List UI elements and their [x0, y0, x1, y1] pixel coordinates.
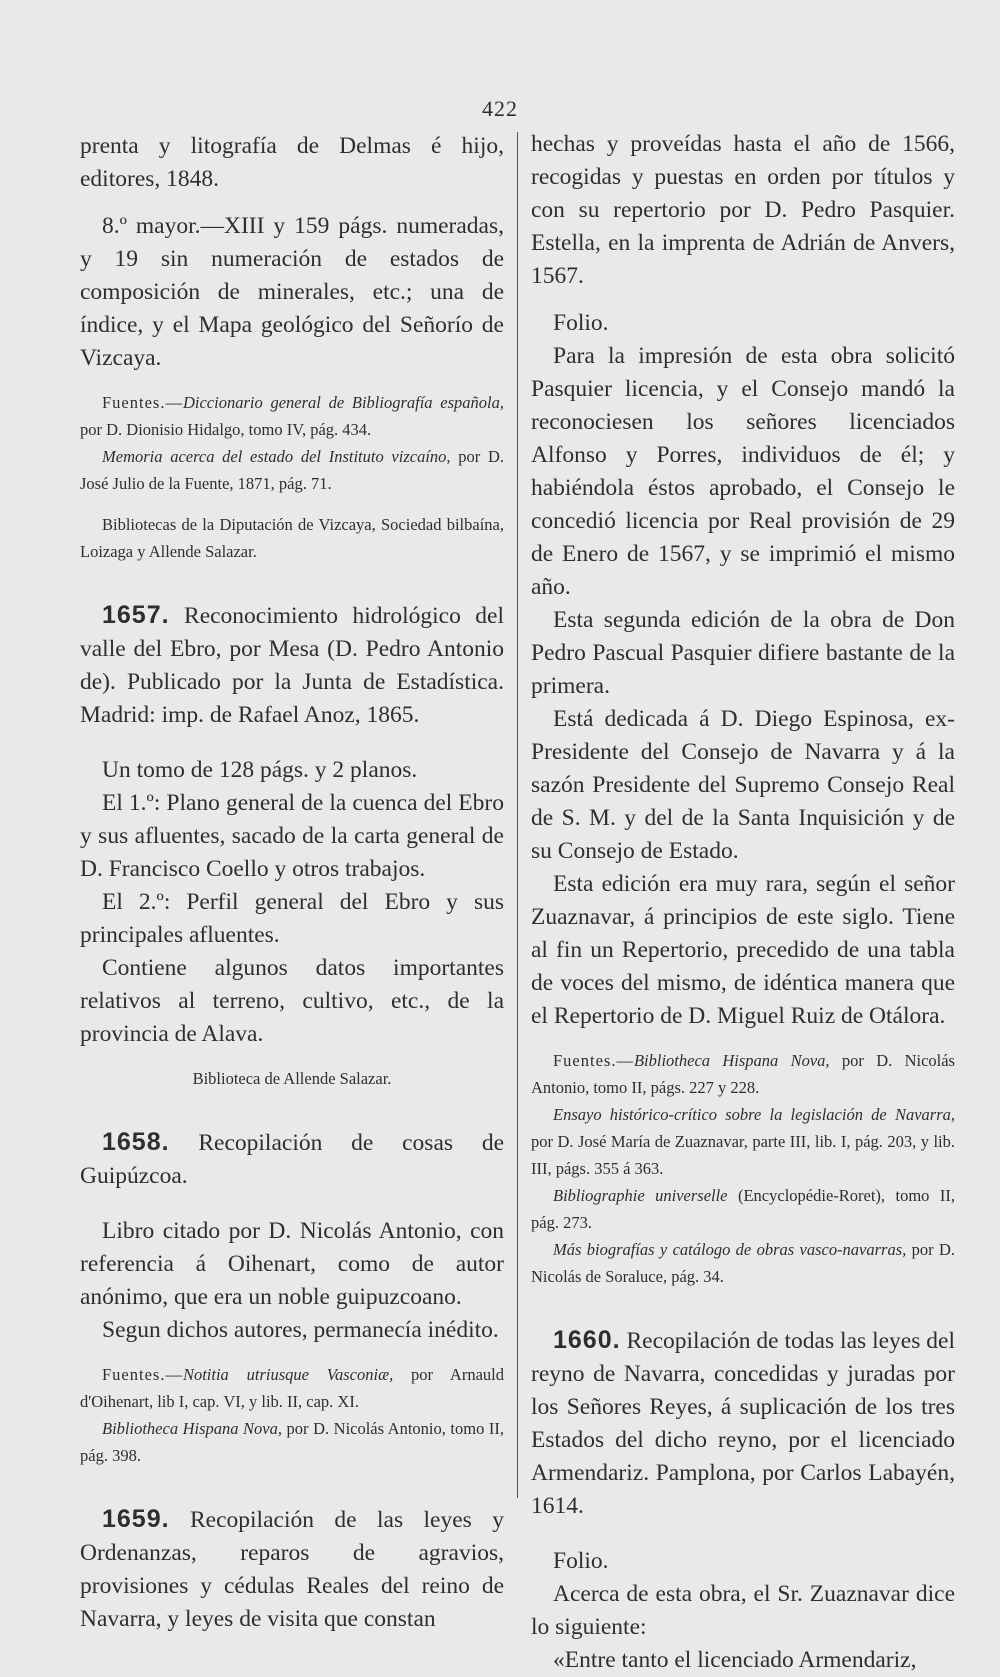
paragraph: «Entre tanto el licenciado Armendariz, — [553, 1647, 917, 1673]
source-title: Bibliographie universelle — [553, 1186, 728, 1205]
paragraph: Está dedicada á D. Diego Espinosa, ex-Presidente del Consejo de Navarra y á la sazón Presidente del Supremo Consejo Real de S. M. y del de la Santa Inquisición y de su Consejo de Estado. — [531, 706, 955, 864]
sources-note — [80, 1361, 504, 1415]
source-title: Notitia utriusque Vasconiæ, — [182, 1365, 394, 1384]
paragraph: Un tomo de 128 págs. y 2 planos. — [102, 757, 418, 783]
source-title: Memoria acerca del estado del Instituto vizcaíno, — [102, 447, 451, 466]
entry-number: 1658. — [102, 1128, 170, 1156]
paragraph: Acerca de esta obra, el Sr. Zuaznavar dice lo siguiente: — [531, 1581, 955, 1640]
source-title: Ensayo histórico-crítico sobre la legislación de Navarra, — [553, 1105, 955, 1124]
sources-note — [531, 1101, 955, 1182]
entry-title: Recopilación de todas las leyes del reyno de Navarra, concedidas y juradas por los Señores Reyes, á suplicación de los tres Estados del dicho reyno, por el licenciado Armendariz. Pamplona, por Carlos Labayén, 1614. — [531, 1328, 955, 1519]
paragraph: El 2.º: Perfil general del Ebro y sus principales afluentes. — [80, 889, 504, 948]
entry-number: 1657. — [102, 601, 170, 629]
source-detail: por Arnauld d'Oihenart, lib I, cap. VI, y lib. II, cap. XI. — [80, 1365, 505, 1411]
source-detail: por D. Nicolás Antonio, tomo II, pág. 398. — [80, 1419, 504, 1465]
sources-label: Fuentes.— — [102, 1365, 183, 1384]
page-number: 422 — [482, 96, 518, 121]
sources-label: Fuentes.— — [102, 393, 183, 412]
paragraph: 8.º mayor.—XIII y 159 págs. numeradas, y 19 sin numeración de estados de composición de minerales, etc.; una de índice, y el Mapa geológico del Señorío de Vizcaya. — [80, 213, 504, 371]
source-detail: por D. Dionisio Hidalgo, tomo IV, pág. 434. — [80, 420, 372, 439]
paragraph: Libro citado por D. Nicolás Antonio, con referencia á Oihenart, como de autor anónimo, que era un noble guipuzcoano. — [80, 1218, 504, 1310]
paragraph: prenta y litografía de Delmas é hijo, editores, 1848. — [80, 133, 504, 192]
entry-title: Reconocimiento hidrológico del valle del Ebro, por Mesa (D. Pedro Antonio de). Publicado por la Junta de Estadística. Madrid: imp. de Rafael Anoz, 1865. — [80, 603, 504, 728]
paragraph: Esta segunda edición de la obra de Don Pedro Pascual Pasquier difiere bastante de la primera. — [531, 607, 955, 699]
paragraph: hechas y proveídas hasta el año de 1566, recogidas y puestas en orden por títulos y con su repertorio por D. Pedro Pasquier. Estella, en la imprenta de Adrián de Anvers, 1567. — [531, 131, 955, 289]
sources-note — [531, 1236, 955, 1290]
sources-note — [531, 1182, 955, 1236]
sources-note — [80, 443, 504, 497]
entry-number: 1659. — [102, 1505, 170, 1533]
paragraph: Folio. — [553, 1548, 609, 1574]
paragraph: Segun dichos autores, permanecía inédito. — [102, 1317, 499, 1343]
source-detail: por D. José María de Zuaznavar, parte III, lib. I, pág. 203, y lib. III, págs. 355 á 363. — [531, 1132, 955, 1178]
entry-1659 — [80, 1503, 504, 1636]
right-column — [531, 128, 955, 1677]
entry-1660 — [531, 1324, 955, 1523]
library-note: Bibliotecas de la Diputación de Vizcaya, Sociedad bilbaína, Loizaga y Allende Salazar. — [80, 515, 504, 561]
sources-label: Fuentes.— — [553, 1051, 634, 1070]
entry-title: Recopilación de las leyes y Ordenanzas, reparos de agravios, provisiones y cédulas Reales del reino de Navarra, y leyes de visita que constan — [80, 1507, 504, 1632]
source-detail: por D. José Julio de la Fuente, 1871, pág. 71. — [80, 447, 504, 493]
source-detail: (Encyclopédie-Roret), tomo II, pág. 273. — [531, 1186, 955, 1232]
entry-1658 — [80, 1126, 504, 1193]
paragraph: Contiene algunos datos importantes relativos al terreno, cultivo, etc., de la provincia de Alava. — [80, 955, 504, 1047]
column-divider — [517, 132, 518, 1498]
left-column — [80, 130, 504, 1636]
sources-note — [80, 389, 504, 443]
source-title: Bibliotheca Hispana Nova, — [102, 1419, 283, 1438]
source-title: Más biografías y catálogo de obras vasco-navarras, — [553, 1240, 907, 1259]
sources-note — [531, 1047, 955, 1101]
paragraph: Para la impresión de esta obra solicitó Pasquier licencia, y el Consejo mandó la reconociesen los señores licenciados Alfonso y Porres, individuos de él; y habiéndola éstos aprobado, el Consejo le concedió licencia por Real provisión de 29 de Enero de 1567, y se imprimió el mismo año. — [531, 343, 955, 600]
source-title: Diccionario general de Bibliografía española, — [182, 393, 504, 412]
entry-number: 1660. — [553, 1326, 621, 1354]
paragraph: Folio. — [553, 310, 609, 336]
entry-title: Recopilación de cosas de Guipúzcoa. — [80, 1130, 504, 1189]
source-title: Bibliotheca Hispana Nova, — [633, 1051, 830, 1070]
sources-note — [80, 1415, 504, 1469]
entry-1657 — [80, 599, 504, 732]
source-detail: por D. Nicolás de Soraluce, pág. 34. — [531, 1240, 955, 1286]
source-detail: por D. Nicolás Antonio, tomo II, págs. 227 y 228. — [531, 1051, 955, 1097]
paragraph: El 1.º: Plano general de la cuenca del Ebro y sus afluentes, sacado de la carta general de D. Francisco Coello y otros trabajos. — [80, 790, 504, 882]
library-note: Biblioteca de Allende Salazar. — [192, 1069, 392, 1088]
paragraph: Esta edición era muy rara, según el señor Zuaznavar, á principios de este siglo. Tiene al fin un Repertorio, precedido de una tabla de voces del mismo, de idéntica manera que el Repertorio de D. Miguel Ruiz de Otálora. — [531, 871, 955, 1029]
